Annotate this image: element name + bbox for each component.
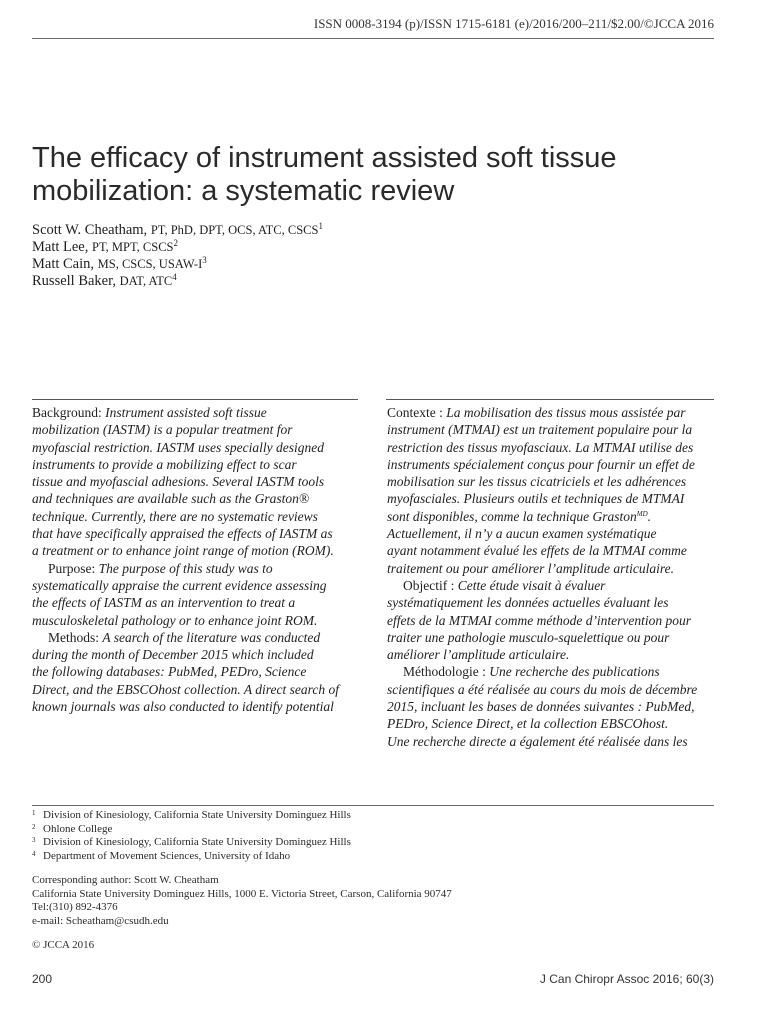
abstract-line [32, 560, 362, 577]
affiliation-1: 1 Division of Kinesiology, California State University Dominguez Hills [32, 809, 351, 821]
abstract-text: La mobilisation des tissus mous assistée par [446, 405, 686, 420]
abstract-text: myofasciales. Plusieurs outils et techniques de MTMAI [387, 491, 685, 507]
author-affiliation-marker: 3 [202, 255, 207, 265]
abstract-line [387, 560, 717, 577]
abstract-line [32, 594, 362, 611]
abstract-text: sont disponibles, comme la technique Graston [387, 508, 637, 524]
author-1 [32, 222, 323, 239]
abstract-text: restriction des tissus myofasciaux. La MTMAI utilise des [387, 439, 694, 455]
title-line-1: The efficacy of instrument assisted soft tissue [32, 142, 617, 174]
abstract-line [387, 542, 717, 559]
section-heading: Méthodologie : [403, 664, 490, 680]
correspondence-block [32, 874, 452, 928]
abstract-line [32, 663, 362, 680]
abstract-text: Une recherche directe a également été réalisée dans les [387, 733, 688, 749]
copyright-notice: © JCCA 2016 [32, 939, 95, 951]
abstract-line [32, 404, 362, 421]
abstract-text: traitement ou pour améliorer l’amplitude articulaire. [387, 560, 674, 576]
abstract-text: Cette étude visait à évaluer [457, 577, 606, 593]
affiliation-3: 3 Division of Kinesiology, California State University Dominguez Hills [32, 836, 351, 848]
abstract-line [387, 715, 717, 732]
section-heading: Background: [32, 405, 106, 420]
abstract-line [387, 490, 717, 507]
abstract-text: PEDro, Science Direct, et la collection EBSCOhost. [387, 716, 669, 732]
author-credentials: PT, MPT, CSCS [92, 240, 174, 254]
abstract-line [387, 577, 717, 594]
abstract-line [32, 473, 362, 490]
affiliation-text: Department of Movement Sciences, University of Idaho [43, 849, 291, 862]
abstract-line [32, 698, 362, 715]
abstract-line [32, 681, 362, 698]
abstract-line [387, 698, 717, 715]
journal-citation: J Can Chiropr Assoc 2016; 60(3) [539, 972, 714, 986]
trademark-marker: MD [636, 509, 648, 518]
abstract-english [32, 404, 362, 715]
abstract-line [387, 612, 717, 629]
footnote-rule [32, 805, 714, 806]
abstract-text: tissue and myofascial adhesions. Several IASTM tools [32, 474, 325, 490]
abstract-line [387, 646, 717, 663]
abstract-line [387, 439, 717, 456]
abstract-text: A search of the literature was conducted [102, 629, 321, 645]
abstract-text: musculoskeletal pathology or to enhance joint ROM. [32, 612, 318, 628]
abstract-text: The purpose of this study was to [98, 560, 273, 576]
abstract-text: traiter une pathologie musculo-squelettique ou pour [387, 629, 670, 645]
abstract-text: that have specifically appraised the effects of IASTM as [32, 526, 333, 542]
section-heading: Contexte : [387, 405, 447, 420]
issn-line: ISSN 0008-3194 (p)/ISSN 1715-6181 (e)/2016/200–211/$2.00/©JCCA 2016 [313, 16, 714, 31]
author-affiliation-marker: 1 [318, 221, 323, 231]
abstract-text: mobilization (IASTM) is a popular treatment for [32, 422, 293, 438]
abstract-text: Direct, and the EBSCOhost collection. A direct search of [32, 681, 339, 697]
abstract-fr-rule [386, 399, 714, 400]
abstract-line [387, 681, 717, 698]
abstract-line [32, 612, 362, 629]
author-name: Scott W. Cheatham, [32, 222, 151, 238]
abstract-text: systématiquement les données actuelles évaluant les [387, 595, 669, 611]
corresponding-email: e-mail: Scheatham@csudh.edu [32, 914, 169, 927]
abstract-line [32, 508, 362, 525]
abstract-line [387, 663, 717, 680]
author-2 [32, 239, 323, 256]
abstract-line [387, 456, 717, 473]
author-list [32, 222, 323, 290]
abstract-text: mobilisation sur les tissus cicatriciels et les adhérences [387, 474, 687, 490]
corresponding-phone: Tel:(310) 892-4376 [32, 901, 118, 913]
abstract-line [387, 629, 717, 646]
section-heading: Methods: [48, 629, 103, 645]
author-credentials: PT, PhD, DPT, OCS, ATC, CSCS [150, 223, 319, 237]
abstract-text: technique. Currently, there are no systematic reviews [32, 508, 318, 524]
abstract-text: known journals was also conducted to identify potential [32, 699, 334, 715]
abstract-line [32, 490, 362, 507]
abstract-text: instruments spécialement conçus pour fournir un effet de [387, 456, 695, 472]
affiliation-2: 2 Ohlone College [32, 822, 113, 835]
corresponding-address: California State University Dominguez Hills, 1000 E. Victoria Street, Carson, California 90747 [32, 887, 452, 900]
abstract-text: Une recherche des publications [489, 664, 660, 680]
abstract-line [387, 404, 717, 421]
abstract-text: Actuellement, il n’y a aucun examen systématique [387, 526, 657, 542]
author-credentials: DAT, ATC [119, 274, 173, 288]
abstract-text: améliorer l’amplitude articulaire. [387, 647, 570, 663]
abstract-text: scientifiques a été réalisée au cours du mois de décembre [387, 681, 698, 697]
article-title [32, 142, 722, 208]
abstract-line [32, 439, 362, 456]
author-affiliation-marker: 4 [172, 272, 177, 282]
abstract-text: ayant notamment évalué les effets de la MTMAI comme [387, 543, 687, 559]
abstract-text: systematically appraise the current evidence assessing [32, 577, 327, 593]
affiliation-text: Division of Kinesiology, California State University Dominguez Hills [43, 836, 351, 848]
abstract-text: . [647, 508, 651, 524]
title-line-2: mobilization: a systematic review [32, 175, 455, 207]
abstract-text: and techniques are available such as the Graston® [32, 491, 310, 507]
abstract-line [387, 594, 717, 611]
abstract-text: myofascial restriction. IASTM uses specially designed [32, 439, 324, 455]
author-name: Matt Cain, [32, 256, 98, 272]
abstract-text: the following databases: PubMed, PEDro, Science [32, 664, 307, 680]
abstract-line [387, 525, 717, 542]
abstract-line [32, 456, 362, 473]
abstract-text: 2015, incluant les bases de données suivantes : PubMed, [387, 699, 695, 715]
abstract-text: instruments to provide a mobilizing effect to scar [32, 456, 297, 472]
abstract-text: during the month of December 2015 which included [32, 647, 314, 663]
abstract-text: instrument (MTMAI) est un traitement populaire pour la [387, 422, 693, 438]
author-credentials: MS, CSCS, USAW-I [97, 257, 203, 271]
abstract-line [32, 577, 362, 594]
abstract-text: effets de la MTMAI comme méthode d’intervention pour [387, 612, 692, 628]
header-rule [32, 38, 714, 39]
section-heading: Objectif : [403, 577, 458, 593]
abstract-line [387, 421, 717, 438]
abstract-line [32, 629, 362, 646]
section-heading: Purpose: [48, 560, 99, 576]
abstract-text: Instrument assisted soft tissue [105, 405, 267, 420]
author-name: Matt Lee, [32, 239, 92, 255]
abstract-line [387, 733, 717, 750]
author-name: Russell Baker, [32, 273, 120, 289]
affiliation-4: 4 Department of Movement Sciences, University of Idaho [32, 849, 291, 862]
page-number: 200 [32, 972, 53, 986]
author-4 [32, 273, 323, 290]
abstract-french [387, 404, 717, 750]
abstract-text: the effects of IASTM as an intervention to treat a [32, 595, 296, 611]
affiliation-text: Division of Kinesiology, California State University Dominguez Hills [43, 809, 351, 821]
author-affiliation-marker: 2 [173, 238, 179, 248]
affiliations [32, 809, 351, 863]
affiliation-text: Ohlone College [43, 822, 113, 835]
abstract-line [32, 421, 362, 438]
abstract-en-rule [32, 399, 358, 400]
abstract-text: a treatment or to enhance joint range of motion (ROM). [32, 543, 334, 559]
abstract-line [32, 542, 362, 559]
abstract-line [32, 646, 362, 663]
author-3 [32, 256, 323, 273]
abstract-line [387, 508, 717, 525]
abstract-line [32, 525, 362, 542]
abstract-line [387, 473, 717, 490]
corresponding-author: Corresponding author: Scott W. Cheatham [32, 874, 219, 886]
